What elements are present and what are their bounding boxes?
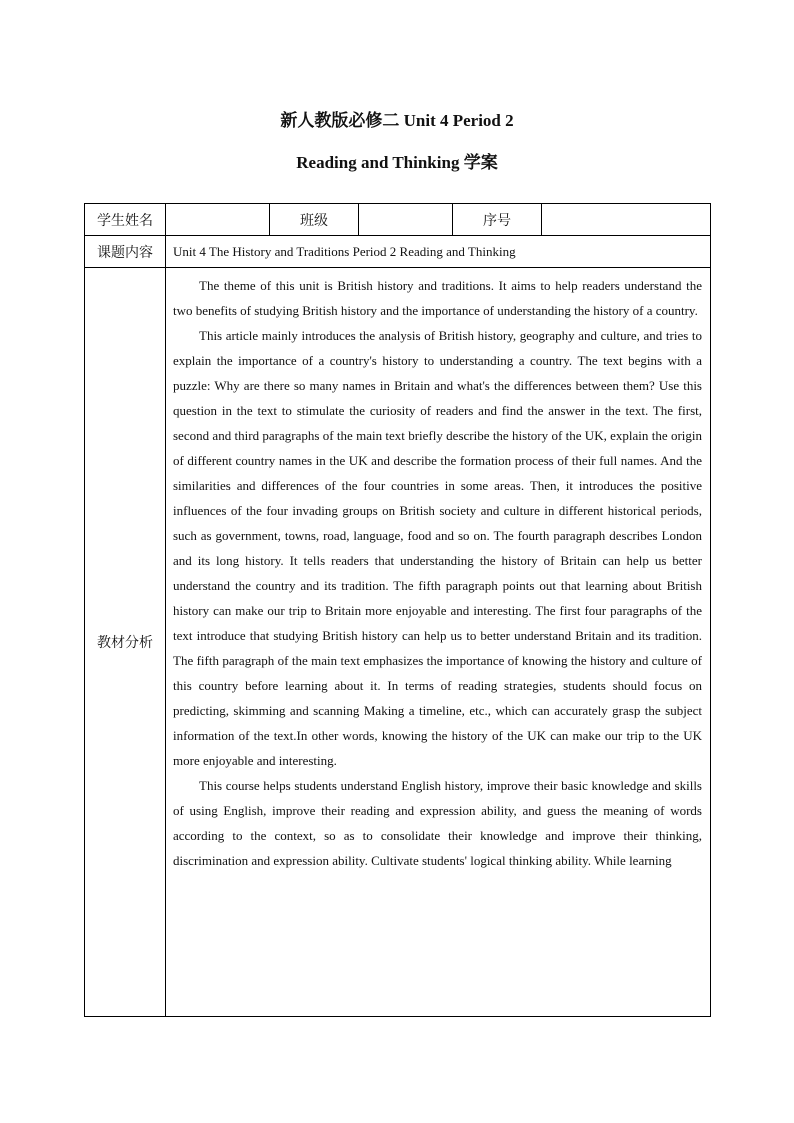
document-title: 新人教版必修二 Unit 4 Period 2 [280,111,514,130]
seat-number-label: 序号 [453,204,542,236]
analysis-row [85,268,711,1017]
info-table [84,203,711,1017]
topic-row [85,236,711,268]
topic-label: 课题内容 [85,236,166,268]
analysis-cell [166,268,711,1017]
analysis-paragraph: The theme of this unit is British history and traditions. It aims to help readers understand the two benefits of studying British history and the importance of understanding the history of a country. [173,278,702,318]
student-name-label: 学生姓名 [85,204,166,236]
analysis-paragraph: This course helps students understand English history, improve their basic knowledge and skills of using English, improve their reading and expression ability, and guess the meaning of words according to the context, so as to consolidate their knowledge and improve their thinking, discrimination and expression ability. Cultivate students' logical thinking ability. While learning [173,778,702,868]
document-subtitle: Reading and Thinking 学案 [296,153,498,172]
topic-value: Unit 4 The History and Traditions Period 2 Reading and Thinking [166,236,711,268]
student-info-row [85,204,711,236]
class-label: 班级 [270,204,359,236]
analysis-paragraph: This article mainly introduces the analysis of British history, geography and culture, and tries to explain the importance of a country's history to understanding a country. The text begins with a puzzle: Why are there so many names in Britain and what's the differences between them? Use this question in the text to stimulate the curiosity of readers and find the answer in the text. The first, second and third paragraphs of the main text briefly describe the history of the UK, explain the origin of different country names in the UK and describe the formation process of their full names. And the similarities and differences of the four countries in some areas. Then, it introduces the positive influences of the four invading groups on British society and culture in different historical periods, such as government, towns, road, language, food and so on. The fourth paragraph describes London and its long history. It tells readers that understanding the history of Britain can help us better understand the country and its tradition. The fifth paragraph points out that learning about British history can make our trip to Britain more enjoyable and interesting. The first four paragraphs of the text introduce that studying British history can help us to better understand Britain and its tradition. The fifth paragraph of the main text emphasizes the importance of knowing the history and culture of this country before learning about it. In terms of reading strategies, students should focus on predicting, skimming and scanning Making a timeline, etc., which can accurately grasp the subject information of the text.In other words, knowing the history of the UK can make our trip to the UK more enjoyable and interesting. [173,328,702,768]
analysis-label: 教材分析 [85,268,166,1017]
class-field[interactable] [359,204,453,236]
student-name-field[interactable] [166,204,270,236]
analysis-content [166,268,710,1011]
seat-number-field[interactable] [542,204,711,236]
